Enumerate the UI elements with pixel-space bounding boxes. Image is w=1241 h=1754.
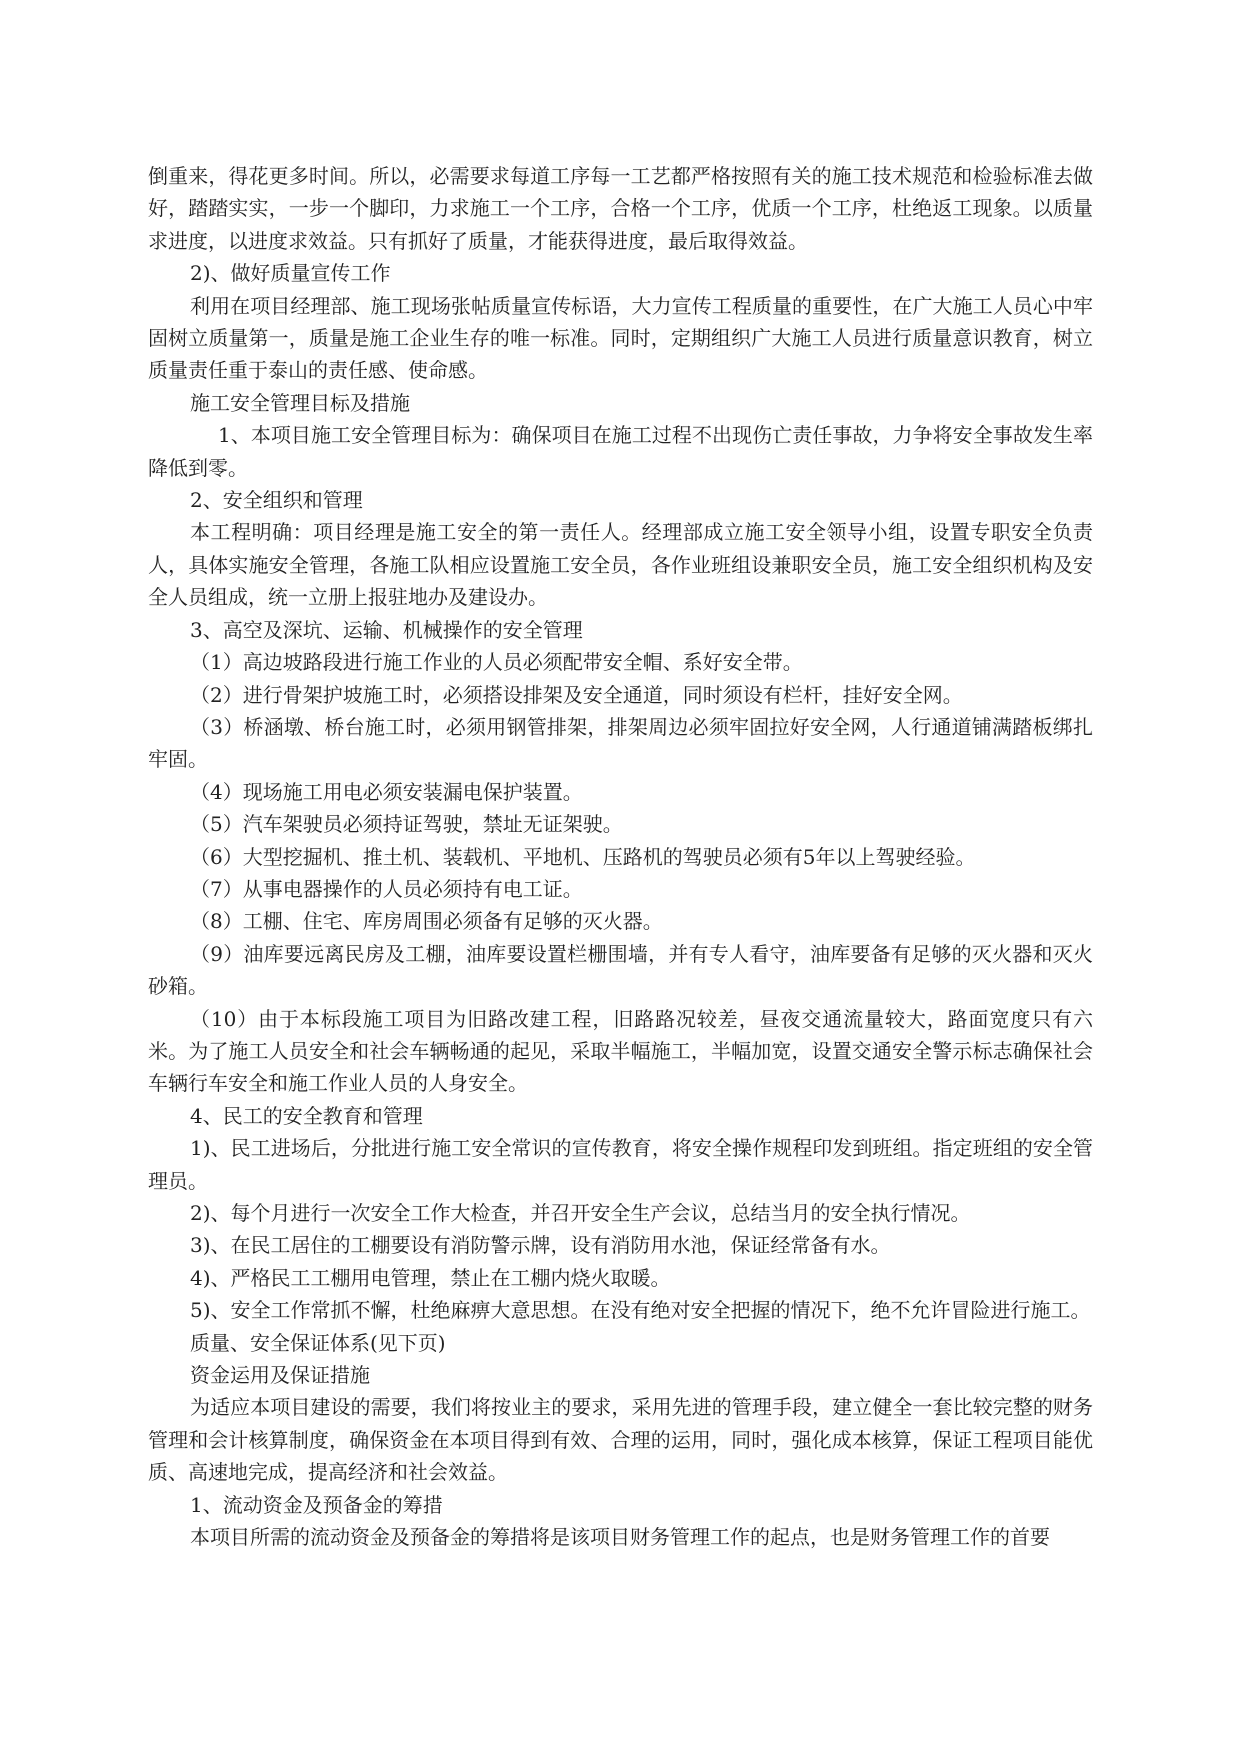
list-item-safety-5: （5）汽车架驶员必须持证驾驶，禁址无证架驶。 [190,812,623,837]
list-item-worker-1: 1)、民工进场后，分批进行施工安全常识的宣传教育，将安全操作规程印发到班组。指定班组的安全管理员。 [148,1136,1093,1193]
document-page [148,160,1093,1553]
list-item-safety-6: （6）大型挖掘机、推土机、装载机、平地机、压路机的驾驶员必须有5年以上驾驶经验。 [190,844,976,869]
list-item-safety-10: （10）由于本标段施工项目为旧路改建工程，旧路路况较差，昼夜交通流量较大，路面宽度只有六米。为了施工人员安全和社会车辆畅通的起见，采取半幅施工，半幅加宽，设置交通安全警示标志确保社会车辆行车安全和施工作业人员的人身安全。 [148,1006,1093,1096]
paragraph-safety-goal-1: 1、本项目施工安全管理目标为：确保项目在施工过程不出现伤亡责任事故，力争将安全事故发生率降低到零。 [148,423,1093,480]
list-item-safety-2: （2）进行骨架护坡施工时，必须搭设排架及安全通道，同时须设有栏杆，挂好安全网。 [190,682,963,707]
heading-quality-safety-system: 质量、安全保证体系(见下页) [190,1330,446,1355]
list-item-safety-4: （4）现场施工用电必须安装漏电保护装置。 [190,779,583,804]
list-item-safety-3: （3）桥涵墩、桥台施工时，必须用钢管排架，排架周边必须牢固拉好安全网，人行通道铺满踏板绑扎牢固。 [148,714,1093,772]
list-item-safety-8: （8）工棚、住宅、库房周围必须备有足够的灭火器。 [190,909,663,934]
heading-working-capital: 1、流动资金及预备金的筹措 [190,1492,443,1517]
paragraph-fund-usage: 为适应本项目建设的需要，我们将按业主的要求，采用先进的管理手段，建立健全一套比较完整的财务管理和会计核算制度，确保资金在本项目得到有效、合理的运用，同时，强化成本核算，保证工程项目能优质、高速地完成，提高经济和社会效益。 [148,1395,1093,1485]
heading-quality-publicity: 2)、做好质量宣传工作 [190,261,391,286]
list-item-safety-1: （1）高边坡路段进行施工作业的人员必须配带安全帽、系好安全带。 [190,650,803,675]
heading-safety-goals: 施工安全管理目标及措施 [190,390,410,415]
paragraph-working-capital: 本项目所需的流动资金及预备金的筹措将是该项目财务管理工作的起点，也是财务管理工作的首要 [190,1525,1050,1550]
heading-high-altitude-safety: 3、高空及深坑、运输、机械操作的安全管理 [190,617,583,642]
list-item-worker-4: 4)、严格民工工棚用电管理，禁止在工棚内烧火取暖。 [190,1265,671,1290]
list-item-worker-2: 2)、每个月进行一次安全工作大检查，并召开安全生产会议，总结当月的安全执行情况。 [190,1201,971,1225]
list-item-safety-7: （7）从事电器操作的人员必须持有电工证。 [190,876,583,901]
paragraph-safety-organization: 本工程明确：项目经理是施工安全的第一责任人。经理部成立施工安全领导小组，设置专职安全负责人，具体实施安全管理，各施工队相应设置施工安全员，各作业班组设兼职安全员，施工安全组织机构及安全人员组成，统一立册上报驻地办及建设办。 [148,520,1093,610]
paragraph-rework-note: 倒重来，得花更多时间。所以，必需要求每道工序每一工艺都严格按照有关的施工技术规范和检验标准去做好，踏踏实实，一步一个脚印，力求施工一个工序，合格一个工序，优质一个工序，杜绝返工现象。以质量求进度，以进度求效益。只有抓好了质量，才能获得进度，最后取得效益。 [148,164,1093,253]
heading-fund-usage: 资金运用及保证措施 [190,1363,370,1388]
paragraph-quality-publicity: 利用在项目经理部、施工现场张帖质量宣传标语，大力宣传工程质量的重要性，在广大施工人员心中牢固树立质量第一，质量是施工企业生存的唯一标准。同时，定期组织广大施工人员进行质量意识教育，树立质量责任重于泰山的责任感、使命感。 [148,293,1093,383]
list-item-worker-5: 5)、安全工作常抓不懈，杜绝麻痹大意思想。在没有绝对安全把握的情况下，绝不允许冒险进行施工。 [190,1298,1091,1323]
heading-worker-safety-education: 4、民工的安全教育和管理 [190,1103,423,1128]
heading-safety-organization: 2、安全组织和管理 [190,488,363,513]
list-item-worker-3: 3)、在民工居住的工棚要设有消防警示牌，设有消防用水池，保证经常备有水。 [190,1233,891,1258]
list-item-safety-9: （9）油库要远离民房及工棚，油库要设置栏栅围墙，并有专人看守，油库要备有足够的灭火器和灭火砂箱。 [148,941,1093,999]
